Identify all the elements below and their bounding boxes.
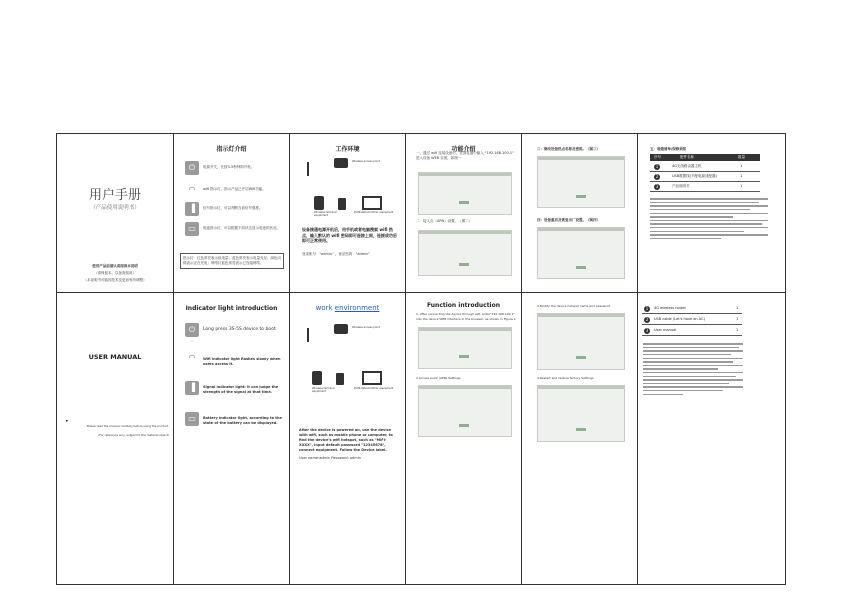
row-number: 1 <box>645 305 649 311</box>
signal-icon: ▐ <box>185 381 199 395</box>
tablet-icon <box>338 198 346 210</box>
work-en-login: User name:admin Password: admin <box>299 456 361 460</box>
wifi-icon: ◠ <box>188 185 196 194</box>
work-en-label-wifi: Wireless access point <box>352 326 380 329</box>
work-en-title-a: work <box>315 304 333 312</box>
work-en-label-devices: Wireless terminal equipment <box>312 387 335 394</box>
web-screenshot-2 <box>418 385 512 437</box>
row-name: User manual <box>654 328 677 332</box>
row-number: 3 <box>645 327 649 333</box>
indicator-en-title: Indicator light introduction <box>185 305 278 312</box>
indicator-cn-item4: 电池指示灯，可以根据不同状态显示电池的状况。 <box>203 226 280 230</box>
warranty-text-lines <box>650 196 768 241</box>
function-cn-title: 功能介绍 <box>451 146 476 153</box>
work-en-text: After the device is powered on, use the device with wifi, such as mobile phone or computer, to find the device's wifi hotspot, such as "MiFi-XXXX", input default password "12345678", connect equipment. Follow the Device label. <box>299 428 393 452</box>
list-cn-title: 五：装箱清单/保修须知 <box>650 147 687 151</box>
list-en-panel <box>638 293 783 583</box>
indicator-cn-title: 指示灯介绍 <box>216 146 247 153</box>
tower-icon <box>307 328 315 342</box>
row-name: 4G wireless router <box>654 306 686 310</box>
indicator-cn-panel <box>174 134 289 292</box>
table-row <box>650 162 760 172</box>
cover-en-bullet: • <box>65 418 69 425</box>
row-name: USB cable (Let's have an AC) <box>654 317 705 321</box>
battery-icon: ▭ <box>185 222 199 236</box>
function-en-panel <box>406 293 521 583</box>
web-screenshot-2 <box>418 230 512 276</box>
modify-cn-step3: 三：修改设备热点名称及密码。（图三） <box>537 147 600 151</box>
indicator-cn-note: 指示灯：红色常亮表示低电量；蓝色常亮表示电量充足；绿色闪烁表示正在充电；网络灯蓝色常亮表示已连接网络。 <box>180 253 284 269</box>
function-cn-step1: 一、通过 wifi 连接设备后，在浏览器中输入 "192.168.100.1" 进入设备 WEB 页面，如图一 <box>416 151 514 160</box>
work-cn-text: 设备接通电源开机后，用手机或者电脑搜索 wifi 热点，输入默认的 wifi 密码即可连接上网，连接成功后即可正常使用。 <box>302 227 397 243</box>
tower-icon <box>307 162 315 176</box>
row-qty: 1 <box>740 184 743 188</box>
list-cn-col1: 序号 <box>654 155 661 159</box>
row-name: 产品说明书 <box>672 184 690 188</box>
row-number: 1 <box>655 163 659 169</box>
wifi-icon: ◠ <box>188 353 196 362</box>
function-en-step2: 2.Access point (APN) Settings <box>416 376 461 380</box>
table-row <box>650 182 760 192</box>
router-icon <box>334 158 348 168</box>
laptop-icon <box>362 196 382 210</box>
modify-cn-step4: 四：设备重启及恢复出厂设置。（图四） <box>537 218 600 222</box>
cover-cn-title: 用户手册 <box>88 188 141 203</box>
indicator-cn-item2: wifi 指示灯，指示产品已开启Wifi功能。 <box>203 187 266 191</box>
row-qty: 1 <box>740 164 743 168</box>
work-en-label-laptop: PC/Notebook/other equipment <box>354 387 394 390</box>
row-qty: 1 <box>736 317 739 321</box>
row-number: 2 <box>645 316 649 322</box>
row-number: 3 <box>655 183 659 189</box>
function-cn-panel <box>406 134 521 292</box>
modify-en-step4: 4.Restart and restore factory Settings <box>537 376 594 380</box>
cover-en-panel <box>57 293 173 583</box>
cover-cn-line1: 使用产品前请认真阅读本说明 <box>92 264 138 268</box>
power-icon: ⏻ <box>185 161 199 175</box>
modify-en-step3: 3.Modify the device hotspot name and password <box>537 304 611 308</box>
row-number: 2 <box>655 173 659 179</box>
row-qty: 1 <box>740 174 743 178</box>
laptop-icon <box>362 371 382 385</box>
work-cn-label-laptop: PC/Notebook/other equipment <box>354 211 394 214</box>
row-name: USB数据线(不配电源适配器) <box>672 174 717 178</box>
table-row <box>650 172 760 182</box>
list-cn-col3: 数量 <box>738 155 745 159</box>
indicator-cn-item3: 信号指示灯，可以判断当前信号强度。 <box>203 206 263 210</box>
row-qty: 1 <box>736 328 739 332</box>
work-cn-login: 登录帐号："admin" ，登录密码："admin" <box>302 252 370 256</box>
row-qty: 1 <box>736 306 739 310</box>
tablet-icon <box>336 373 344 385</box>
work-cn-label-devices: Wireless terminal equipment <box>314 211 337 218</box>
router-icon <box>334 324 348 334</box>
indicator-en-panel <box>174 293 289 583</box>
work-en-title-b: environment <box>334 304 380 312</box>
cover-cn-subtitle: （产品使用说明书） <box>90 205 140 211</box>
cover-cn-line2: （请保留本，以备查阅用） <box>94 271 136 275</box>
cover-en-title: USER MANUAL <box>88 353 142 361</box>
indicator-en-item1: Long press 3S-5S device to boot <box>203 327 276 332</box>
phone-icon <box>314 196 324 210</box>
phone-icon <box>312 371 322 385</box>
cover-en-note2: (For reference only, subject to the material object) <box>98 433 169 437</box>
function-en-step1: 1. After connecting the device through wifi, enter"192.168.100.1" into the device WEB interface in the browser, as shown in Figure 1 <box>416 312 516 321</box>
table-row <box>642 326 742 336</box>
cover-cn-panel <box>57 134 173 292</box>
work-cn-label-wifi: Wireless access point <box>352 160 380 163</box>
list-cn-panel <box>638 134 783 292</box>
indicator-en-item3: Signal indicator light: it can judge the strength of the signal at that time. <box>203 385 279 394</box>
row-name: 4G无线路由器主机 <box>672 164 702 168</box>
web-screenshot-4 <box>537 227 625 279</box>
web-screenshot-4 <box>537 385 625 442</box>
work-en-title <box>290 304 405 312</box>
signal-icon: ▐ <box>185 202 199 216</box>
table-row <box>642 315 742 325</box>
table-row <box>642 304 742 314</box>
list-cn-col2: 配件名称 <box>680 155 694 159</box>
indicator-cn-item1: 电源开关，长按3-5秒钟即开机。 <box>203 165 255 169</box>
power-icon: ⏻ <box>185 323 199 337</box>
indicator-en-item2: Wifi indicator light flashes slowly when users access it. <box>203 357 281 366</box>
battery-icon: ▭ <box>185 412 199 426</box>
web-screenshot-1 <box>418 172 512 215</box>
function-en-title: Function introduction <box>426 302 501 309</box>
work-cn-panel <box>290 134 405 292</box>
web-screenshot-1 <box>418 327 512 369</box>
function-cn-step2: 二：接入点（APN）设置。（图二） <box>416 219 473 223</box>
modify-en-panel <box>522 293 637 583</box>
list-cn-header <box>650 154 760 161</box>
cover-en-note1: Please read the manual carefully before using the product. <box>86 424 169 428</box>
modify-cn-panel <box>522 134 637 292</box>
warranty-text-lines <box>643 341 743 397</box>
web-screenshot-3 <box>537 156 625 208</box>
cover-cn-line3: （本说明书可能因技术变更而有所调整） <box>83 278 147 282</box>
web-screenshot-3 <box>537 313 625 370</box>
work-en-panel <box>290 293 405 583</box>
work-cn-title: 工作环境 <box>335 146 360 153</box>
indicator-en-item4: Battery indicator light, according to the state of the battery can be displayed. <box>203 416 282 425</box>
